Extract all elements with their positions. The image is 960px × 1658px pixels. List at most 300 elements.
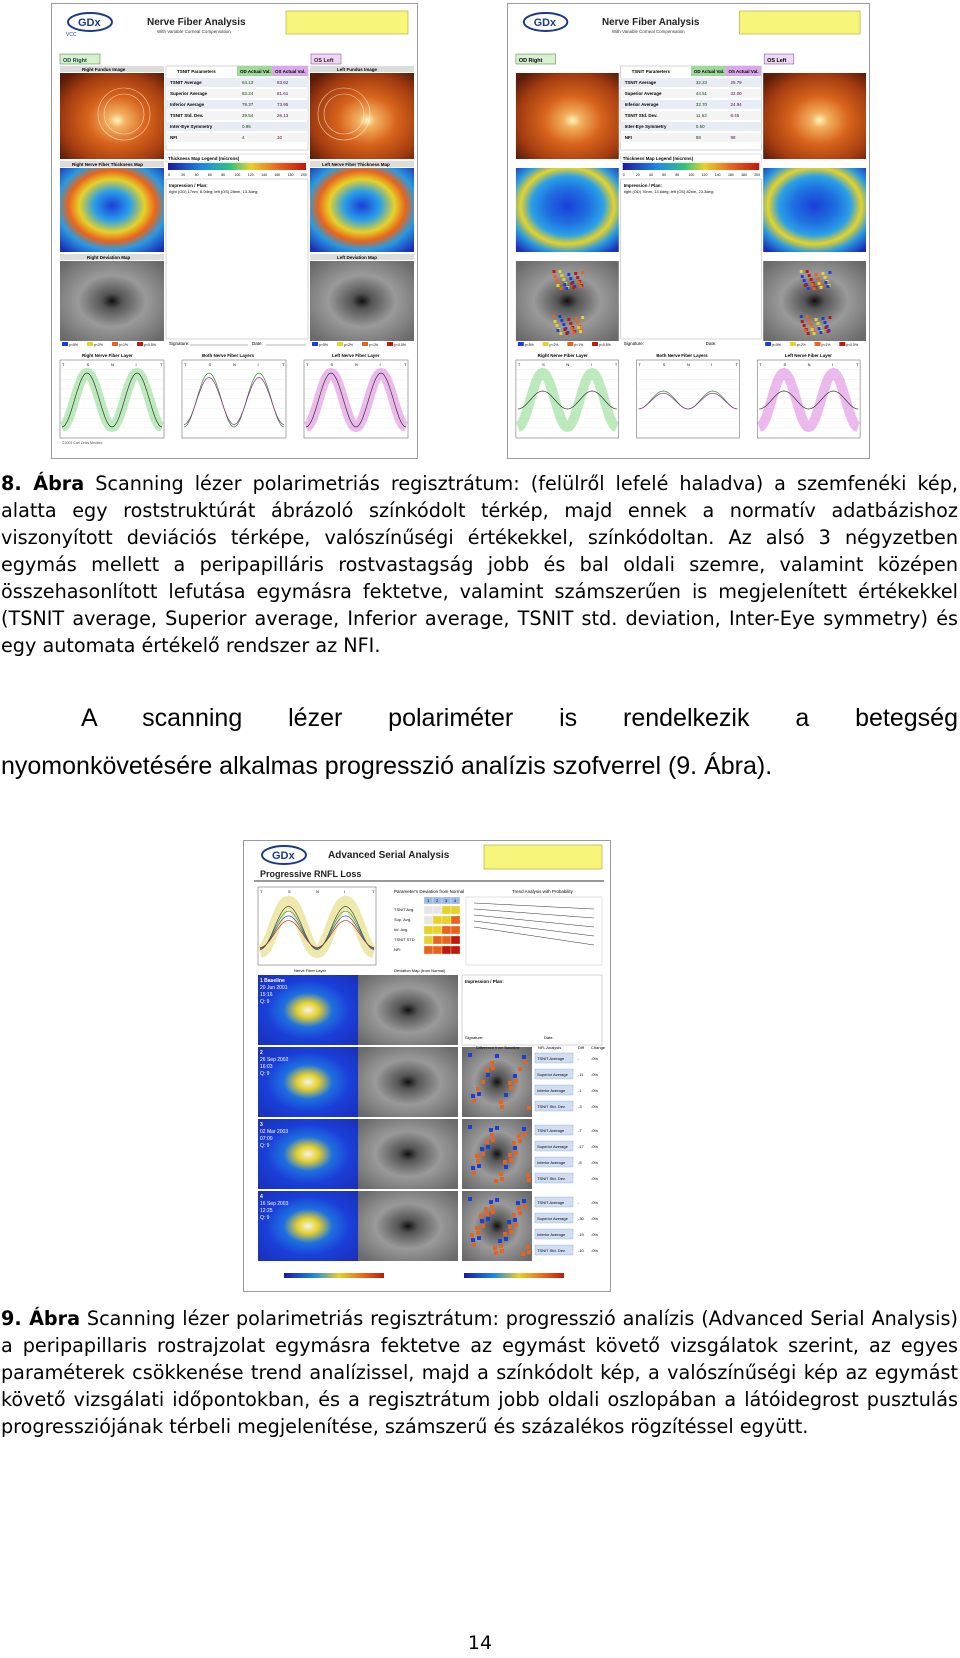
visit-deviation-map xyxy=(358,1047,458,1117)
right-layer-label: Right Nerve Fiber Layer xyxy=(82,353,133,358)
tsnit-axis-label: T xyxy=(638,361,641,368)
tsnit-axis-label: I xyxy=(590,361,592,368)
change-percent-value: -0% xyxy=(591,1232,599,1237)
table-os-value: 32.00 xyxy=(730,90,742,97)
diff-pixel xyxy=(504,1165,508,1169)
diff-pixel xyxy=(476,1231,480,1235)
visit-time: 12:25 xyxy=(260,1208,273,1214)
deviation-pixel xyxy=(824,281,827,284)
tsnit-axis-label: I xyxy=(831,361,834,368)
tsnit-axis-label: T xyxy=(306,362,309,367)
table-od-value: 44.51 xyxy=(695,90,708,97)
deviation-pixel xyxy=(574,272,577,275)
prob-legend-label: p<1% xyxy=(369,343,379,347)
deviation-pixel xyxy=(565,332,568,335)
diff-pixel xyxy=(498,1239,502,1243)
diff-pixel xyxy=(518,1067,522,1071)
diff-pixel xyxy=(527,1250,531,1254)
diff-pixel xyxy=(481,1224,485,1228)
prob-legend-label: p<2% xyxy=(549,342,559,348)
deviation-pixel xyxy=(567,318,570,321)
param-cell xyxy=(424,906,433,914)
table-head-od: OD Actual Val. xyxy=(240,69,271,74)
param-row-label: Sup. Avg. xyxy=(394,917,412,922)
diff-pixel xyxy=(521,1252,525,1256)
figure-8-label: 8. Ábra xyxy=(1,472,85,495)
visit-date: 20 Jun 2001 xyxy=(260,985,288,991)
both-layers-label: Both Nerve Fiber Layers xyxy=(202,353,255,358)
signature-label: Signature: xyxy=(465,1035,484,1040)
legend-tick: 100 xyxy=(234,173,241,177)
change-percent-value: -0% xyxy=(591,1216,599,1221)
deviation-pixel xyxy=(570,282,573,285)
param-row-label: Inf. Avg. xyxy=(394,927,409,932)
deviation-pixel xyxy=(574,317,577,320)
tsnit-axis-label: T xyxy=(62,362,65,367)
nfl-label: Nerve Fiber Layer xyxy=(294,968,327,973)
figure-9-serial-analysis xyxy=(243,840,611,1292)
param-cell xyxy=(424,916,433,924)
change-row-label: Inferior Average xyxy=(537,1088,566,1093)
left-fundus-image xyxy=(763,73,866,159)
diff-pixel xyxy=(523,1132,527,1136)
nfl-legend-bar xyxy=(284,1273,384,1278)
table-row-label: Inferior Average xyxy=(170,102,205,107)
table-od-value: 64.13 xyxy=(242,80,254,85)
param-row-label: TSNIT STD xyxy=(394,937,415,942)
deviation-pixel xyxy=(810,323,813,326)
tsnit-axis-label: I xyxy=(257,362,259,367)
deviation-pixel xyxy=(553,315,556,318)
right-thickness-map xyxy=(60,168,164,252)
diff-pixel xyxy=(489,1128,493,1132)
table-row-bg xyxy=(621,133,761,142)
table-row-label: Inter-Eye Symmetry xyxy=(624,123,667,130)
diff-pixel xyxy=(475,1226,479,1230)
table-head-params: TSNIT Parameters xyxy=(631,68,670,75)
legend-tick: 80 xyxy=(221,173,226,177)
prob-legend-swatch xyxy=(790,342,796,346)
deviation-pixel xyxy=(570,327,573,330)
param-cell xyxy=(442,946,451,954)
change-row-label: Inferior Average xyxy=(537,1232,566,1237)
diff-pixel xyxy=(504,1237,508,1241)
logo-text: GDx xyxy=(272,850,295,862)
report-title: Nerve Fiber Analysis xyxy=(147,17,246,28)
diff-pixel xyxy=(494,1179,498,1183)
deviation-pixel xyxy=(800,270,803,273)
change-percent-value: -0% xyxy=(591,1128,599,1133)
legend-tick: 160 xyxy=(727,172,734,178)
deviation-pixel xyxy=(824,321,827,324)
tsnit-axis-label: N xyxy=(807,361,811,368)
report-subtitle: With Variable Corneal Compensation xyxy=(611,28,685,35)
deviation-pixel xyxy=(808,319,811,322)
table-row-label: Superior Average xyxy=(170,91,208,96)
change-diff-value: - xyxy=(578,1056,580,1061)
impression-box xyxy=(621,179,761,339)
deviation-pixel xyxy=(555,279,558,282)
deviation-pixel xyxy=(826,330,829,333)
change-diff-value: -11 xyxy=(578,1072,584,1077)
tsnit-axis-label: S xyxy=(783,361,787,368)
visit-quality: Q: 9 xyxy=(260,1215,270,1221)
prob-legend-label: p<2% xyxy=(796,342,806,348)
signature-label: Signature: xyxy=(623,340,644,347)
table-row-label: TSNIT Std. Dev. xyxy=(624,112,658,119)
deviation-pixel xyxy=(822,272,825,275)
diff-col-label: Diff xyxy=(578,1045,584,1050)
deviation-pixel xyxy=(818,327,821,330)
param-cell xyxy=(433,926,442,934)
prob-legend-swatch xyxy=(518,342,524,346)
param-cell xyxy=(451,936,460,944)
diff-pixel xyxy=(468,1197,472,1201)
diff-pixel xyxy=(504,1093,508,1097)
param-cell xyxy=(424,936,433,944)
paragraph-line-2: nyomonkövetésére alkalmas progresszió analízis szofverrel (9. Ábra). xyxy=(1,752,773,780)
deviation-pixel xyxy=(567,273,570,276)
diff-pixel xyxy=(512,1141,516,1145)
change-row-label: TSNIT Std. Dev. xyxy=(537,1176,566,1181)
deviation-pixel xyxy=(559,332,562,335)
diff-pixel xyxy=(503,1160,507,1164)
param-cell xyxy=(433,936,442,944)
diff-pixel xyxy=(514,1151,518,1155)
figure-9-label: 9. Ábra xyxy=(1,1307,81,1330)
diff-pixel xyxy=(495,1054,499,1058)
diff-pixel xyxy=(526,1173,530,1177)
left-deviation-map xyxy=(310,261,414,341)
param-cell xyxy=(442,936,451,944)
figure-8-right-report xyxy=(507,3,870,459)
legend-tick: 20 xyxy=(635,172,640,178)
diff-pixel xyxy=(499,1172,503,1176)
change-row-label: Superior Average xyxy=(537,1216,568,1221)
left-thickness-map xyxy=(763,168,866,252)
tsnit-axis-label: N xyxy=(233,362,236,367)
param-row-label: NFI xyxy=(394,947,401,952)
param-col-label: 1 xyxy=(427,898,430,903)
deviation-pixel xyxy=(560,319,563,322)
table-od-value: 32.70 xyxy=(695,101,708,108)
deviation-pixel xyxy=(579,285,582,288)
prob-legend-swatch xyxy=(765,342,771,346)
patient-info-box xyxy=(484,845,602,869)
deviation-pixel xyxy=(824,276,827,279)
change-diff-value: -17 xyxy=(578,1144,584,1149)
prob-legend-label: p<5% xyxy=(69,343,79,347)
diff-pixel xyxy=(493,1246,497,1250)
diff-pixel xyxy=(494,1251,498,1255)
deviation-pixel xyxy=(563,283,566,286)
prob-legend-label: p<2% xyxy=(94,343,104,347)
legend-tick: 0 xyxy=(168,173,170,177)
diff-pixel xyxy=(508,1081,512,1085)
impression-box xyxy=(166,179,308,339)
visit-deviation-map xyxy=(358,975,458,1045)
deviation-pixel xyxy=(556,329,559,332)
change-row-label: TSNIT Average xyxy=(537,1200,565,1205)
serial-analysis-svg xyxy=(244,841,610,1291)
tsnit-axis-label: S xyxy=(288,889,291,894)
visit-deviation-map xyxy=(358,1119,458,1189)
table-os-value: 25.79 xyxy=(730,79,742,86)
legend-tick: 0 xyxy=(622,172,625,178)
figure-9-caption-text: Scanning lézer polarimetriás regisztrátum: progresszió analízis (Advanced Serial Analysis) a peripapillaris rostrajzolat egymásra fektetve az egymást követő vizsgálatok szerint, az egyes paraméterek csökkenése trend analízissel, majd a színkódolt kép, a valószínűségi kép az egymást követő vizsgálati időpontokban, és a regisztrátum jobb oldali oszlopában a látóidegrost pusztulás progressziójának térbeli megjelenítése, számszerű és százalékos rögzítéssel együtt. xyxy=(1,1307,958,1438)
eye-left-label: OS Left xyxy=(767,57,787,65)
diff-pixel xyxy=(470,1233,474,1237)
diff-pixel xyxy=(522,1127,526,1131)
table-od-value: 88 xyxy=(695,134,701,141)
diff-pixel xyxy=(522,1199,526,1203)
diff-pixel xyxy=(513,1218,517,1222)
diff-pixel xyxy=(523,1204,527,1208)
deviation-pixel xyxy=(828,271,831,274)
visit-time: 16:03 xyxy=(260,1064,273,1070)
change-percent-value: -0% xyxy=(591,1160,599,1165)
deviation-pixel xyxy=(563,328,566,331)
tsnit-axis-label: T xyxy=(372,889,375,894)
deviation-pixel xyxy=(810,278,813,281)
diff-pixel xyxy=(491,1066,495,1070)
diff-pixel xyxy=(491,1138,495,1142)
table-od-value: 0.96 xyxy=(242,124,251,129)
nfl-analysis-label: NFL Analysis xyxy=(538,1045,562,1050)
change-row-label: TSNIT Std. Dev. xyxy=(537,1104,566,1109)
deviation-pixel xyxy=(562,323,565,326)
diff-pixel xyxy=(518,1139,522,1143)
visit-number: 1 Baseline xyxy=(260,978,285,984)
figure-8-left-report xyxy=(51,3,418,459)
table-row-label: TSNIT Std. Dev. xyxy=(170,113,204,118)
diff-pixel xyxy=(518,1211,522,1215)
deviation-pixel xyxy=(820,286,823,289)
deviation-pixel xyxy=(813,332,816,335)
prob-legend-label: p<1% xyxy=(574,342,584,348)
right-thickness-map xyxy=(516,168,619,252)
tsnit-axis-label: S xyxy=(330,362,334,367)
change-diff-value: -10 xyxy=(578,1248,584,1253)
right-deviation-label: Right Deviation Map xyxy=(87,255,131,260)
prob-legend-swatch xyxy=(387,342,393,346)
diff-pixel xyxy=(468,1053,472,1057)
table-os-value: 63.62 xyxy=(277,80,289,85)
deviation-pixel xyxy=(803,324,806,327)
table-head-os: OS Actual Val. xyxy=(728,68,759,75)
table-os-value: 8.45 xyxy=(730,112,740,119)
diff-pixel xyxy=(509,1158,513,1162)
param-col-label: 2 xyxy=(436,898,439,903)
legend-tick: 200 xyxy=(301,173,307,177)
deviation-pixel xyxy=(572,331,575,334)
diff-pixel xyxy=(508,1153,512,1157)
diff-pixel xyxy=(477,1164,481,1168)
visit-time: 15:16 xyxy=(260,992,273,998)
deviation-pixel xyxy=(559,287,562,290)
param-cell xyxy=(442,926,451,934)
legend-tick: 180 xyxy=(287,173,294,177)
legend-tick: 40 xyxy=(194,173,199,177)
param-cell xyxy=(433,906,442,914)
eye-left-label: OS Left xyxy=(314,58,334,64)
deviation-pixel xyxy=(815,318,818,321)
visit-quality: Q: 9 xyxy=(260,1143,270,1149)
tsnit-axis-label: I xyxy=(379,362,381,367)
change-row-label: TSNIT Average xyxy=(537,1056,565,1061)
diff-pixel xyxy=(485,1212,489,1216)
diff-pixel xyxy=(527,1106,531,1110)
param-row-label: TSNIT Avg. xyxy=(394,907,415,912)
patient-info-box xyxy=(286,11,408,34)
visit-time: 07:00 xyxy=(260,1136,273,1142)
diff-pixel xyxy=(480,1219,484,1223)
tsnit-axis-label: T xyxy=(260,889,263,894)
impression-label: Impression / Plan: xyxy=(465,979,504,984)
deviation-pixel xyxy=(806,270,809,273)
legend-tick: 100 xyxy=(688,172,695,178)
diff-pixel xyxy=(485,1068,489,1072)
impression-label: Impression / Plan: xyxy=(623,182,663,189)
legend-tick: 120 xyxy=(701,172,708,178)
change-percent-value: -0% xyxy=(591,1248,599,1253)
deviation-pixel xyxy=(558,315,561,318)
table-row-label: Inter-Eye Symmetry xyxy=(170,124,213,129)
diff-pixel xyxy=(508,1225,512,1229)
table-row-label: NFI xyxy=(624,134,632,141)
legend-tick: 140 xyxy=(261,173,267,177)
change-diff-value: -7 xyxy=(578,1128,582,1133)
diff-pixel xyxy=(512,1213,516,1217)
table-os-value: 81.61 xyxy=(277,91,289,96)
deviation-pixel xyxy=(553,270,556,273)
deviation-pixel xyxy=(806,315,809,318)
table-os-value: 26.13 xyxy=(277,113,289,118)
tsnit-axis-label: S xyxy=(662,361,666,368)
deviation-label: Deviation Map (from Normal) xyxy=(394,968,446,973)
visit-number: 2 xyxy=(260,1050,263,1056)
diff-pixel xyxy=(481,1152,485,1156)
left-layer-label: Left Nerve Fiber Layer xyxy=(332,353,380,358)
patient-info-box xyxy=(739,11,860,34)
signature-label: Signature: xyxy=(169,341,190,346)
table-row-label: Inferior Average xyxy=(624,101,659,108)
date-label: Date: xyxy=(705,340,717,347)
visit-number: 3 xyxy=(260,1122,263,1128)
left-thickness-map xyxy=(310,168,414,252)
prob-legend-label: p<5% xyxy=(772,342,781,348)
table-od-value: 83.24 xyxy=(242,91,254,96)
visit-date: 02 Mar 2003 xyxy=(260,1129,289,1135)
prob-legend-swatch xyxy=(815,342,821,346)
legend-tick: 60 xyxy=(662,172,667,178)
diff-pixel xyxy=(468,1125,472,1129)
legend-title: Thickness Map Legend (microns) xyxy=(168,156,240,161)
diff-pixel xyxy=(514,1223,518,1227)
diff-pixel xyxy=(479,1214,483,1218)
prob-legend-swatch xyxy=(112,342,118,346)
eye-right-label: OD Right xyxy=(63,58,87,64)
tsnit-axis-label: I xyxy=(135,362,137,367)
change-percent-value: -0% xyxy=(591,1056,599,1061)
diff-pixel xyxy=(522,1055,526,1059)
tsnit-axis-label: S xyxy=(542,361,545,368)
deviation-pixel xyxy=(828,316,831,319)
table-row-label: TSNIT Average xyxy=(624,79,657,86)
change-percent-value: -0% xyxy=(591,1144,599,1149)
diff-label: Difference from Baseline xyxy=(476,1045,520,1050)
table-head-params: TSNIT Parameters xyxy=(177,69,216,74)
legend-tick: 180 xyxy=(741,172,747,178)
tsnit-axis-label: T xyxy=(282,362,285,367)
tsnit-axis-label: N xyxy=(316,889,319,894)
right-deviation-map xyxy=(60,261,164,341)
tsnit-axis-label: N xyxy=(566,361,570,368)
param-cell xyxy=(451,926,460,934)
right-fundus-image xyxy=(516,73,619,159)
deviation-pixel xyxy=(801,275,804,278)
change-row-label: Superior Average xyxy=(537,1144,568,1149)
param-cell xyxy=(451,946,460,954)
visit-quality: Q: 9 xyxy=(260,999,270,1005)
prob-legend-swatch xyxy=(592,342,598,346)
diff-pixel xyxy=(526,1245,530,1249)
prob-legend-label: p<1% xyxy=(119,343,129,347)
figure-9-caption xyxy=(1,1305,958,1440)
logo-sub: VCC xyxy=(66,32,77,38)
legend-tick: 20 xyxy=(181,173,186,177)
body-paragraph xyxy=(1,694,958,790)
legend-tick: 160 xyxy=(274,173,281,177)
diff-pixel xyxy=(513,1074,517,1078)
diff-pixel xyxy=(475,1154,479,1158)
table-row-label: NFI xyxy=(170,135,178,140)
change-percent-value: -0% xyxy=(591,1176,599,1181)
left-deviation-label: Left Deviation Map xyxy=(337,255,378,260)
diff-pixel xyxy=(500,1105,504,1109)
prob-legend-label: p<0.5% xyxy=(144,343,156,347)
deviation-pixel xyxy=(579,330,582,333)
change-percent-value: -0% xyxy=(591,1088,599,1093)
right-fundus-label: Right Fundus Image xyxy=(82,67,126,72)
page-number: 14 xyxy=(467,1632,493,1654)
table-head-os: OS Actual Val. xyxy=(275,69,306,74)
visit-date: 16 Sep 2003 xyxy=(260,1201,289,1207)
impression-label: Impression / Plan: xyxy=(169,183,208,188)
change-row-label: Inferior Average xyxy=(537,1160,566,1165)
diff-pixel xyxy=(486,1217,490,1221)
deviation-pixel xyxy=(572,286,575,289)
tsnit-axis-label: I xyxy=(344,889,346,894)
serial-title: Advanced Serial Analysis xyxy=(328,850,450,861)
legend-tick: 200 xyxy=(754,172,761,178)
figure-8-caption xyxy=(1,470,958,659)
visit-date: 26 Sep 2002 xyxy=(260,1057,289,1063)
tsnit-axis-label: T xyxy=(517,361,521,368)
legend-tick: 40 xyxy=(649,172,653,178)
diff-pixel xyxy=(503,1232,507,1236)
legend-tick: 140 xyxy=(714,172,721,178)
diff-pixel xyxy=(499,1244,503,1248)
deviation-pixel xyxy=(817,277,820,280)
diff-pixel xyxy=(495,1198,499,1202)
legend-colorbar xyxy=(623,163,759,170)
deviation-pixel xyxy=(803,279,806,282)
prob-legend-swatch xyxy=(137,342,143,346)
visit-deviation-map xyxy=(358,1191,458,1261)
tsnit-axis-label: N xyxy=(111,362,114,367)
param-cell xyxy=(442,916,451,924)
